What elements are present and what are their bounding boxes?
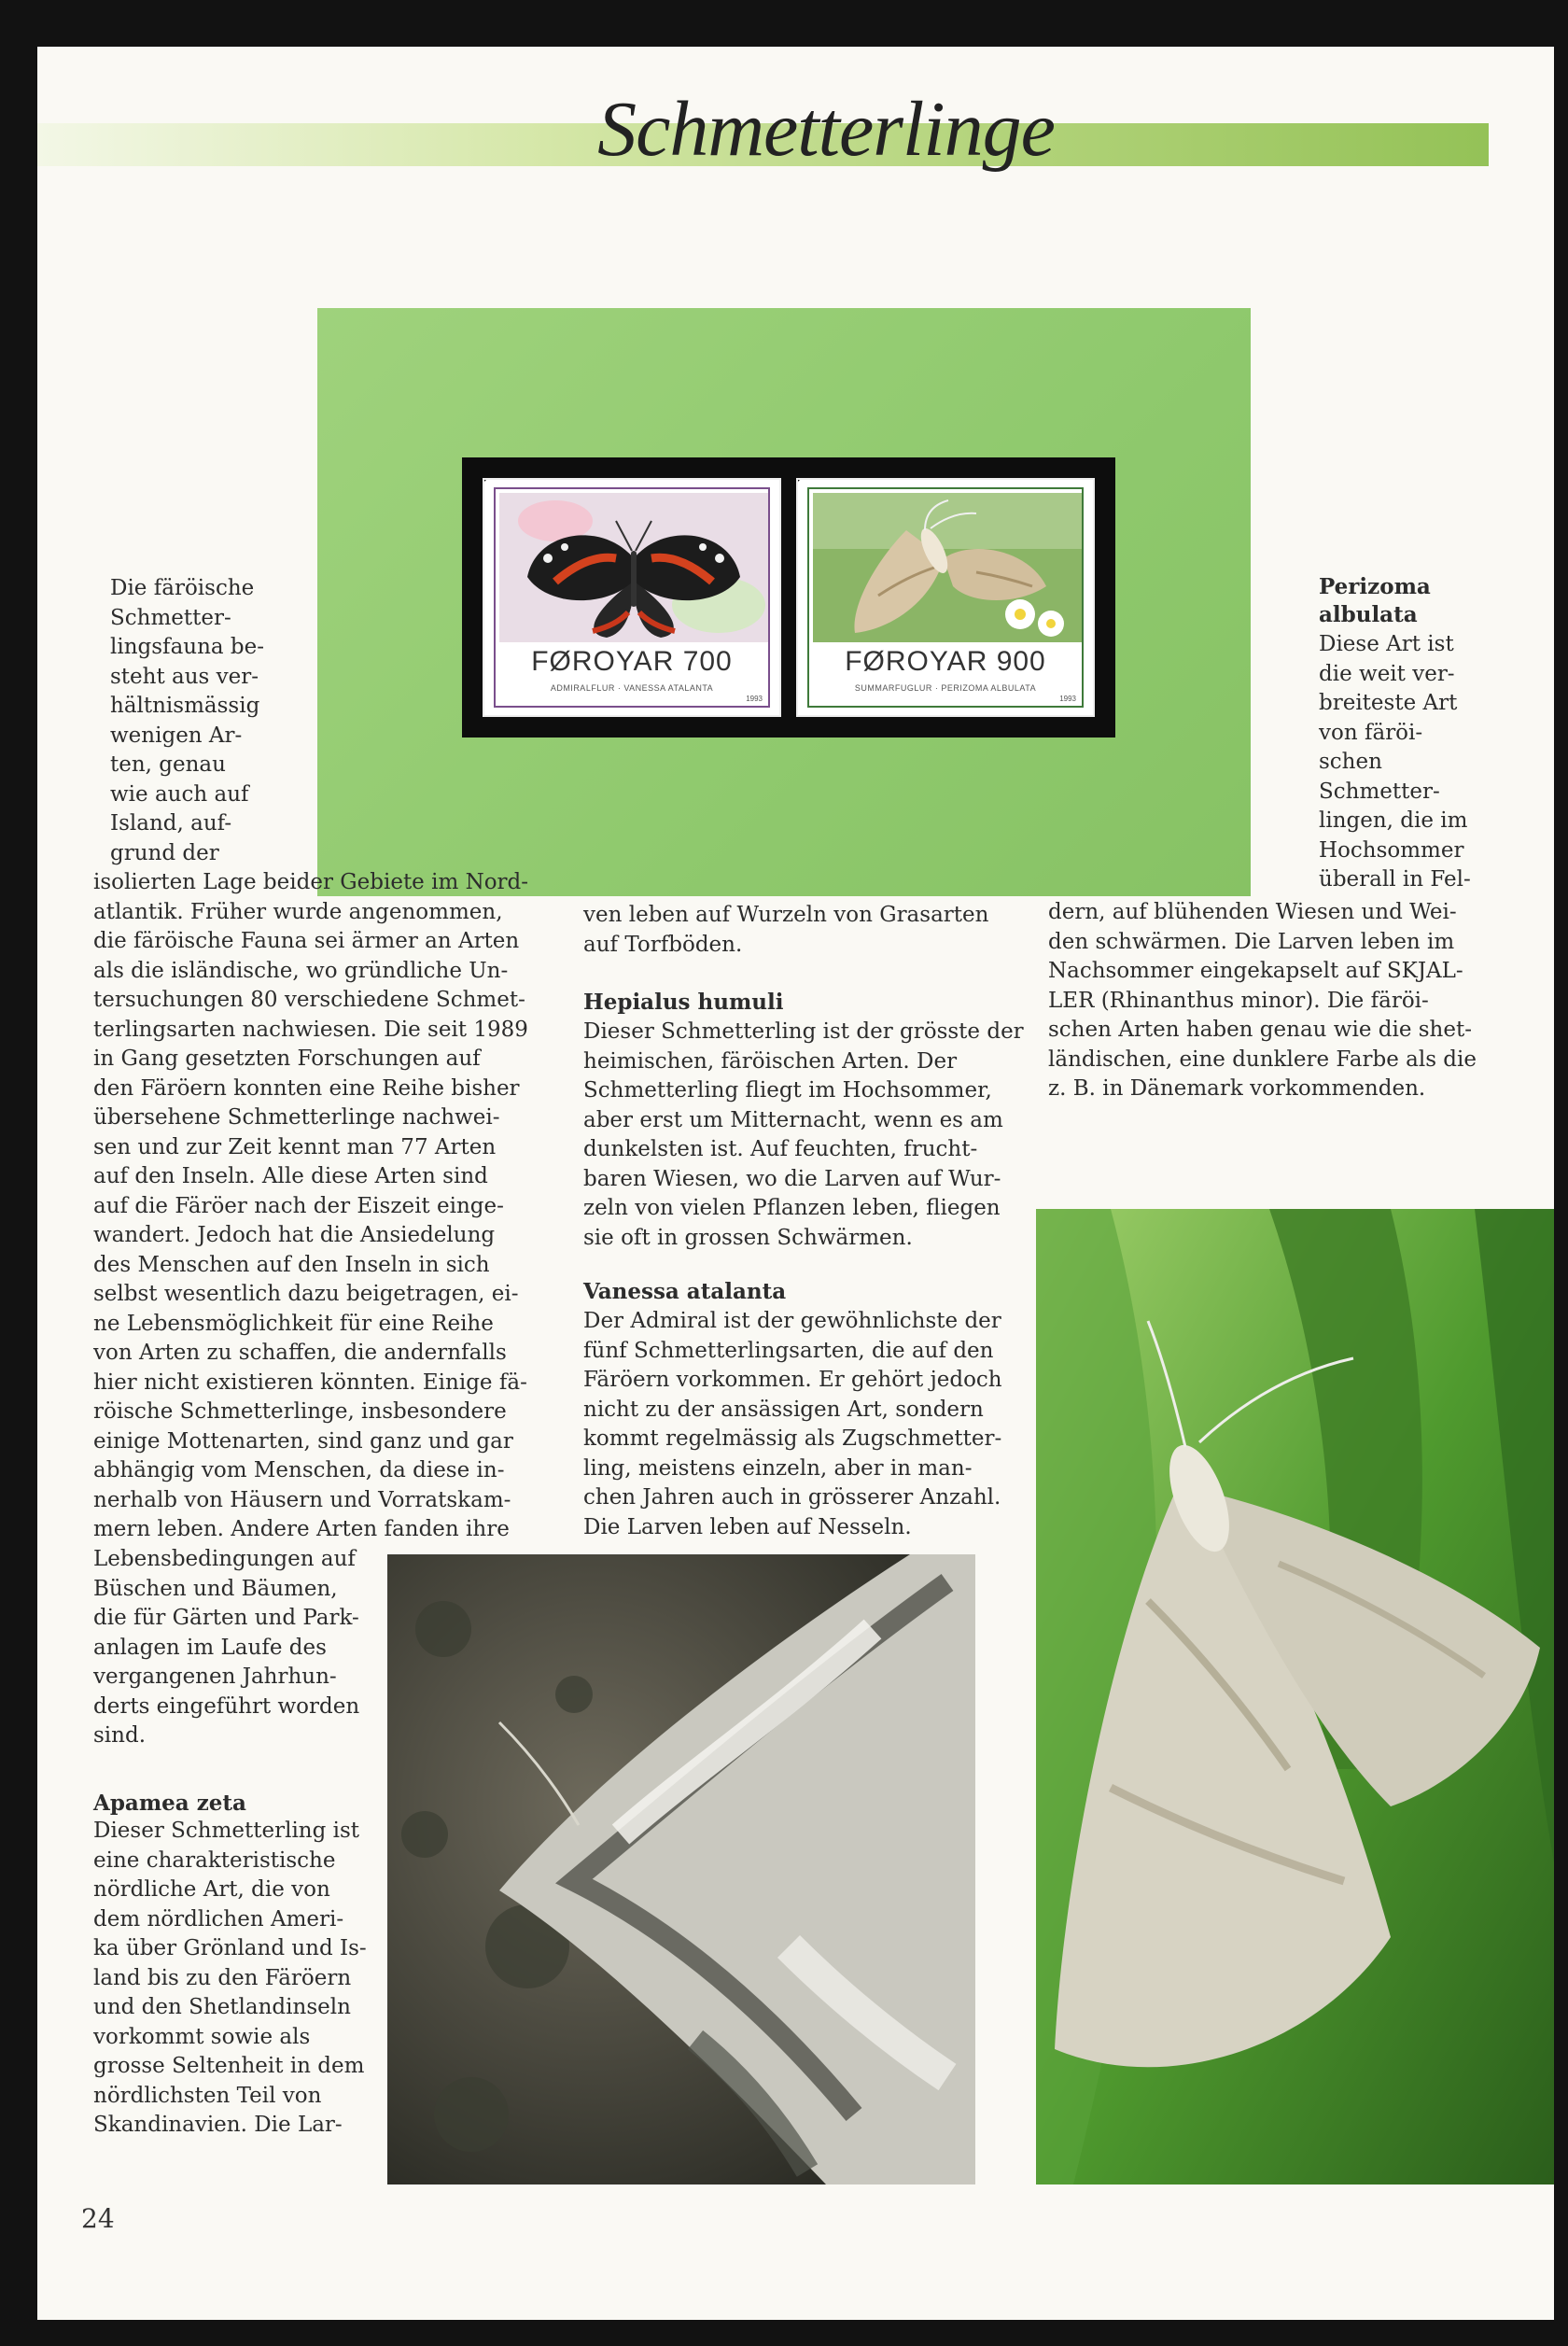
- stamp-vanessa-atalanta: [483, 478, 781, 717]
- vanessa-text: Der Admiral ist der gewöhnlichste der fünf Schmetterlingsarten, die auf den Färöern vorkommen. Er gehört jedoch nicht zu der ansässigen Art, sondern kommt regelmässig als Zugschmetter- ling, meistens einzeln, aber in man- chen Jahren auch in grösserer Anzahl. Die Larven leben auf Nesseln.: [583, 1309, 1002, 1539]
- heading-hepialus-humuli: Hepialus humuli: [583, 990, 784, 1015]
- intro-text: isolierten Lage beider Gebiete im Nord- atlantik. Früher wurde angenommen, die färöische Fauna sei ärmer an Arten als die isländische, wo gründliche Un- tersuchungen 80 verschiedene Schmet- terlingsarten nachwiesen. Die seit 1989 in Gang gesetzten Forschungen auf den Färöern konnten eine Reihe bisher übersehene Schmetterlinge nachwei- sen und zur Zeit kennt man 77 Arten auf den Inseln. Alle diese Arten sind auf die Färöer nach der Eiszeit einge- wandert. Jedoch hat die Ansiedelung des Menschen auf den Inseln in sich selbst wesentlich dazu beigetragen, ei- ne Lebensmöglichkeit für eine Reihe von Arten zu schaffen, die andernfalls hier nicht existieren könnten. Einige fä- röische Schmetterlinge, insbesondere einige Mottenarten, sind ganz und gar abhängig vom Menschen, da diese in- nerhalb von Häusern und Vorratskam- mern leben. Andere Arten fanden ihre: [93, 870, 529, 1541]
- page-number: 24: [81, 2203, 115, 2234]
- heading-albulata: albulata: [1319, 602, 1418, 627]
- intro-wrapped-text: Die färöische Schmetter- lingsfauna be- steht aus ver- hältnismässig wenigen Ar- ten, genau wie auch auf Island, auf- grund der: [110, 576, 265, 865]
- heading-perizoma: Perizoma: [1319, 574, 1431, 599]
- perizoma-moth-illustration: [813, 493, 1082, 642]
- stamp-year: 1993: [1059, 695, 1076, 703]
- heading-vanessa-atalanta: Vanessa atalanta: [583, 1279, 787, 1304]
- perizoma-text: dern, auf blühenden Wiesen und Wei- den schwärmen. Die Larven leben im Nachsommer eingekapselt auf SKJAL- LER (Rhinanthus minor). Die färöi- schen Arten haben genau wie die shet- ländischen, eine dunklere Farbe als die z. B. in Dänemark vorkommenden.: [1048, 900, 1477, 1101]
- photo-apamea-zeta-moth: [387, 1554, 975, 2184]
- apamea-text: Dieser Schmetterling ist eine charakteristische nördliche Art, die von dem nördlichen Ameri- ka über Grönland und Is- land bis zu den Färöern und den Shetlandinseln vorkommt sowie als grosse Seltenheit in dem nördlichsten Teil von Skandinavien. Die Lar-: [93, 1819, 367, 2137]
- stamp-strip: [462, 457, 1115, 738]
- album-page: [37, 47, 1554, 2320]
- stamp-value: FØROYAR 700: [531, 646, 733, 677]
- page-title: Schmetterlinge: [597, 86, 1055, 173]
- intro-tail-text: Lebensbedingungen auf Büschen und Bäumen, die für Gärten und Park- anlagen im Laufe des vergangenen Jahrhun- derts eingeführt worden sind.: [93, 1547, 360, 1748]
- red-admiral-butterfly-illustration: [499, 493, 768, 642]
- stamp-value: FØROYAR 900: [845, 646, 1046, 677]
- stamp-caption: SUMMARFUGLUR · PERIZOMA ALBULATA: [854, 683, 1037, 693]
- apamea-continued-text: ven leben auf Wurzeln von Grasarten auf Torfböden.: [583, 903, 989, 957]
- stamp-year: 1993: [746, 695, 763, 703]
- heading-apamea-zeta: Apamea zeta: [93, 1791, 246, 1816]
- stamp-caption: ADMIRALFLUR · VANESSA ATALANTA: [550, 683, 714, 693]
- hepialus-text: Dieser Schmetterling ist der grösste der heimischen, färöischen Arten. Der Schmetterling fliegt im Hochsommer, aber erst um Mitternacht, wenn es am dunkelsten ist. Auf feuchten, frucht- baren Wiesen, wo die Larven auf Wur- zeln von vielen Pflanzen leben, fliegen sie oft in grossen Schwärmen.: [583, 1019, 1024, 1250]
- photo-perizoma-albulata-moth: [1036, 1209, 1554, 2184]
- stamp-mount-card: [317, 308, 1251, 896]
- perizoma-wrapped-text: Diese Art ist die weit ver- breiteste Art von färöi- schen Schmetter- lingen, die im Hochsommer überall in Fel-: [1319, 632, 1471, 892]
- stamp-perizoma-albulata: [796, 478, 1095, 717]
